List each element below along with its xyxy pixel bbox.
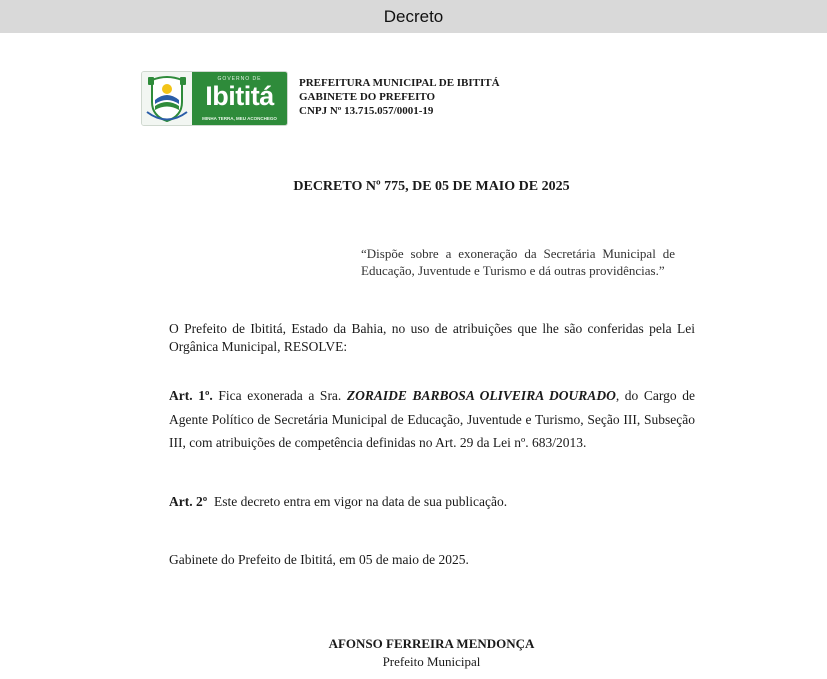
article-2-label: Art. 2º	[169, 494, 208, 509]
letterhead-line-1: PREFEITURA MUNICIPAL DE IBITITÁ	[299, 77, 500, 89]
article-1	[169, 384, 695, 455]
decree-title: DECRETO Nº 775, DE 05 DE MAIO DE 2025	[293, 179, 570, 194]
coat-of-arms-icon	[142, 72, 192, 125]
window-title-bar	[0, 0, 827, 33]
article-2	[169, 494, 695, 510]
logo-wordmark	[192, 72, 287, 125]
logo-name: Ibititá	[205, 81, 274, 111]
signatory-name: AFONSO FERREIRA MENDONÇA	[328, 636, 535, 651]
logo-motto: MINHA TERRA, MEU ACONCHEGO	[202, 116, 277, 121]
exonerated-person-name: ZORAIDE BARBOSA OLIVEIRA DOURADO	[346, 388, 616, 403]
letterhead	[299, 76, 500, 118]
logo-top-text: GOVERNO DE	[217, 76, 262, 82]
letterhead-line-3: CNPJ Nº 13.715.057/0001-19	[299, 105, 434, 117]
window-title: Decreto	[383, 6, 444, 26]
article-1-label: Art. 1º.	[169, 388, 213, 403]
signatory-role: Prefeito Municipal	[382, 654, 481, 669]
decree-intro: O Prefeito de Ibititá, Estado da Bahia, no uso de atribuições que lhe são conferidas pela Lei Orgânica Municipal, RESOLVE:	[169, 321, 695, 354]
letterhead-line-2: GABINETE DO PREFEITO	[299, 91, 436, 103]
article-1-text-after: , do Cargo de Agente Político de Secretária Municipal de Educação, Juventude e Turismo, Seção III, Subseção III, com atribuições de competência definidas no Art. 29 da Lei nº. 683/2013.	[169, 388, 696, 450]
municipality-logo	[141, 71, 288, 126]
closing-line: Gabinete do Prefeito de Ibititá, em 05 de maio de 2025.	[169, 552, 469, 567]
article-2-text: Este decreto entra em vigor na data de sua publicação.	[207, 494, 508, 509]
article-1-text-before: Fica exonerada a Sra.	[212, 388, 347, 403]
decree-ementa: “Dispõe sobre a exoneração da Secretária Municipal de Educação, Juventude e Turismo e dá outras providências.”	[361, 246, 675, 278]
